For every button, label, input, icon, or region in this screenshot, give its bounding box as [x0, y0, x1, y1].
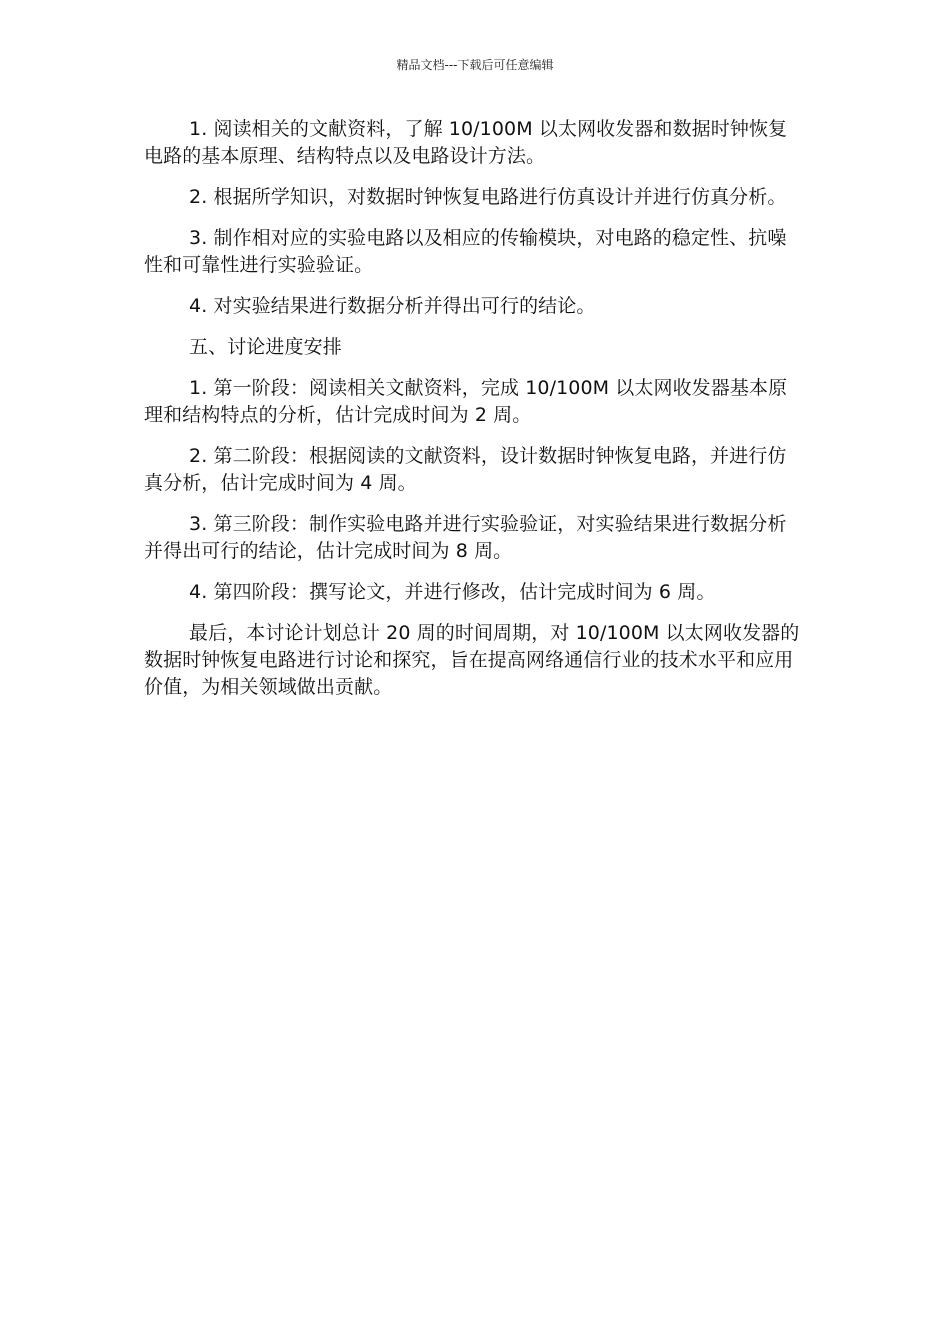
- paragraph-stage-4: 4. 第四阶段：撰写论文，并进行修改，估计完成时间为 6 周。: [189, 581, 716, 603]
- document-body: [144, 116, 804, 715]
- paragraph-stage-1: 1. 第一阶段：阅读相关文献资料，完成 10/100M 以太网收发器基本原理和结构特点的分析，估计完成时间为 2 周。: [144, 377, 788, 426]
- paragraph-stage-3: 3. 第三阶段：制作实验电路并进行实验验证，对实验结果进行数据分析并得出可行的结论，估计完成时间为 8 周。: [144, 513, 787, 562]
- page-header: 精品文档---下载后可任意编辑: [396, 58, 554, 72]
- paragraph-task-3: 3. 制作相对应的实验电路以及相应的传输模块，对电路的稳定性、抗噪性和可靠性进行实验验证。: [144, 227, 787, 276]
- paragraph-task-1: 1. 阅读相关的文献资料，了解 10/100M 以太网收发器和数据时钟恢复电路的基本原理、结构特点以及电路设计方法。: [144, 118, 788, 167]
- paragraph-task-2: 2. 根据所学知识，对数据时钟恢复电路进行仿真设计并进行仿真分析。: [189, 186, 787, 208]
- section-heading-schedule: 五、讨论进度安排: [189, 336, 342, 358]
- paragraph-stage-2: 2. 第二阶段：根据阅读的文献资料，设计数据时钟恢复电路，并进行仿真分析，估计完成时间为 4 周。: [144, 445, 787, 494]
- paragraph-conclusion: 最后，本讨论计划总计 20 周的时间周期，对 10/100M 以太网收发器的数据时钟恢复电路进行讨论和探究，旨在提高网络通信行业的技术水平和应用价值，为相关领域做出贡献。: [144, 622, 800, 698]
- paragraph-task-4: 4. 对实验结果进行数据分析并得出可行的结论。: [189, 295, 596, 317]
